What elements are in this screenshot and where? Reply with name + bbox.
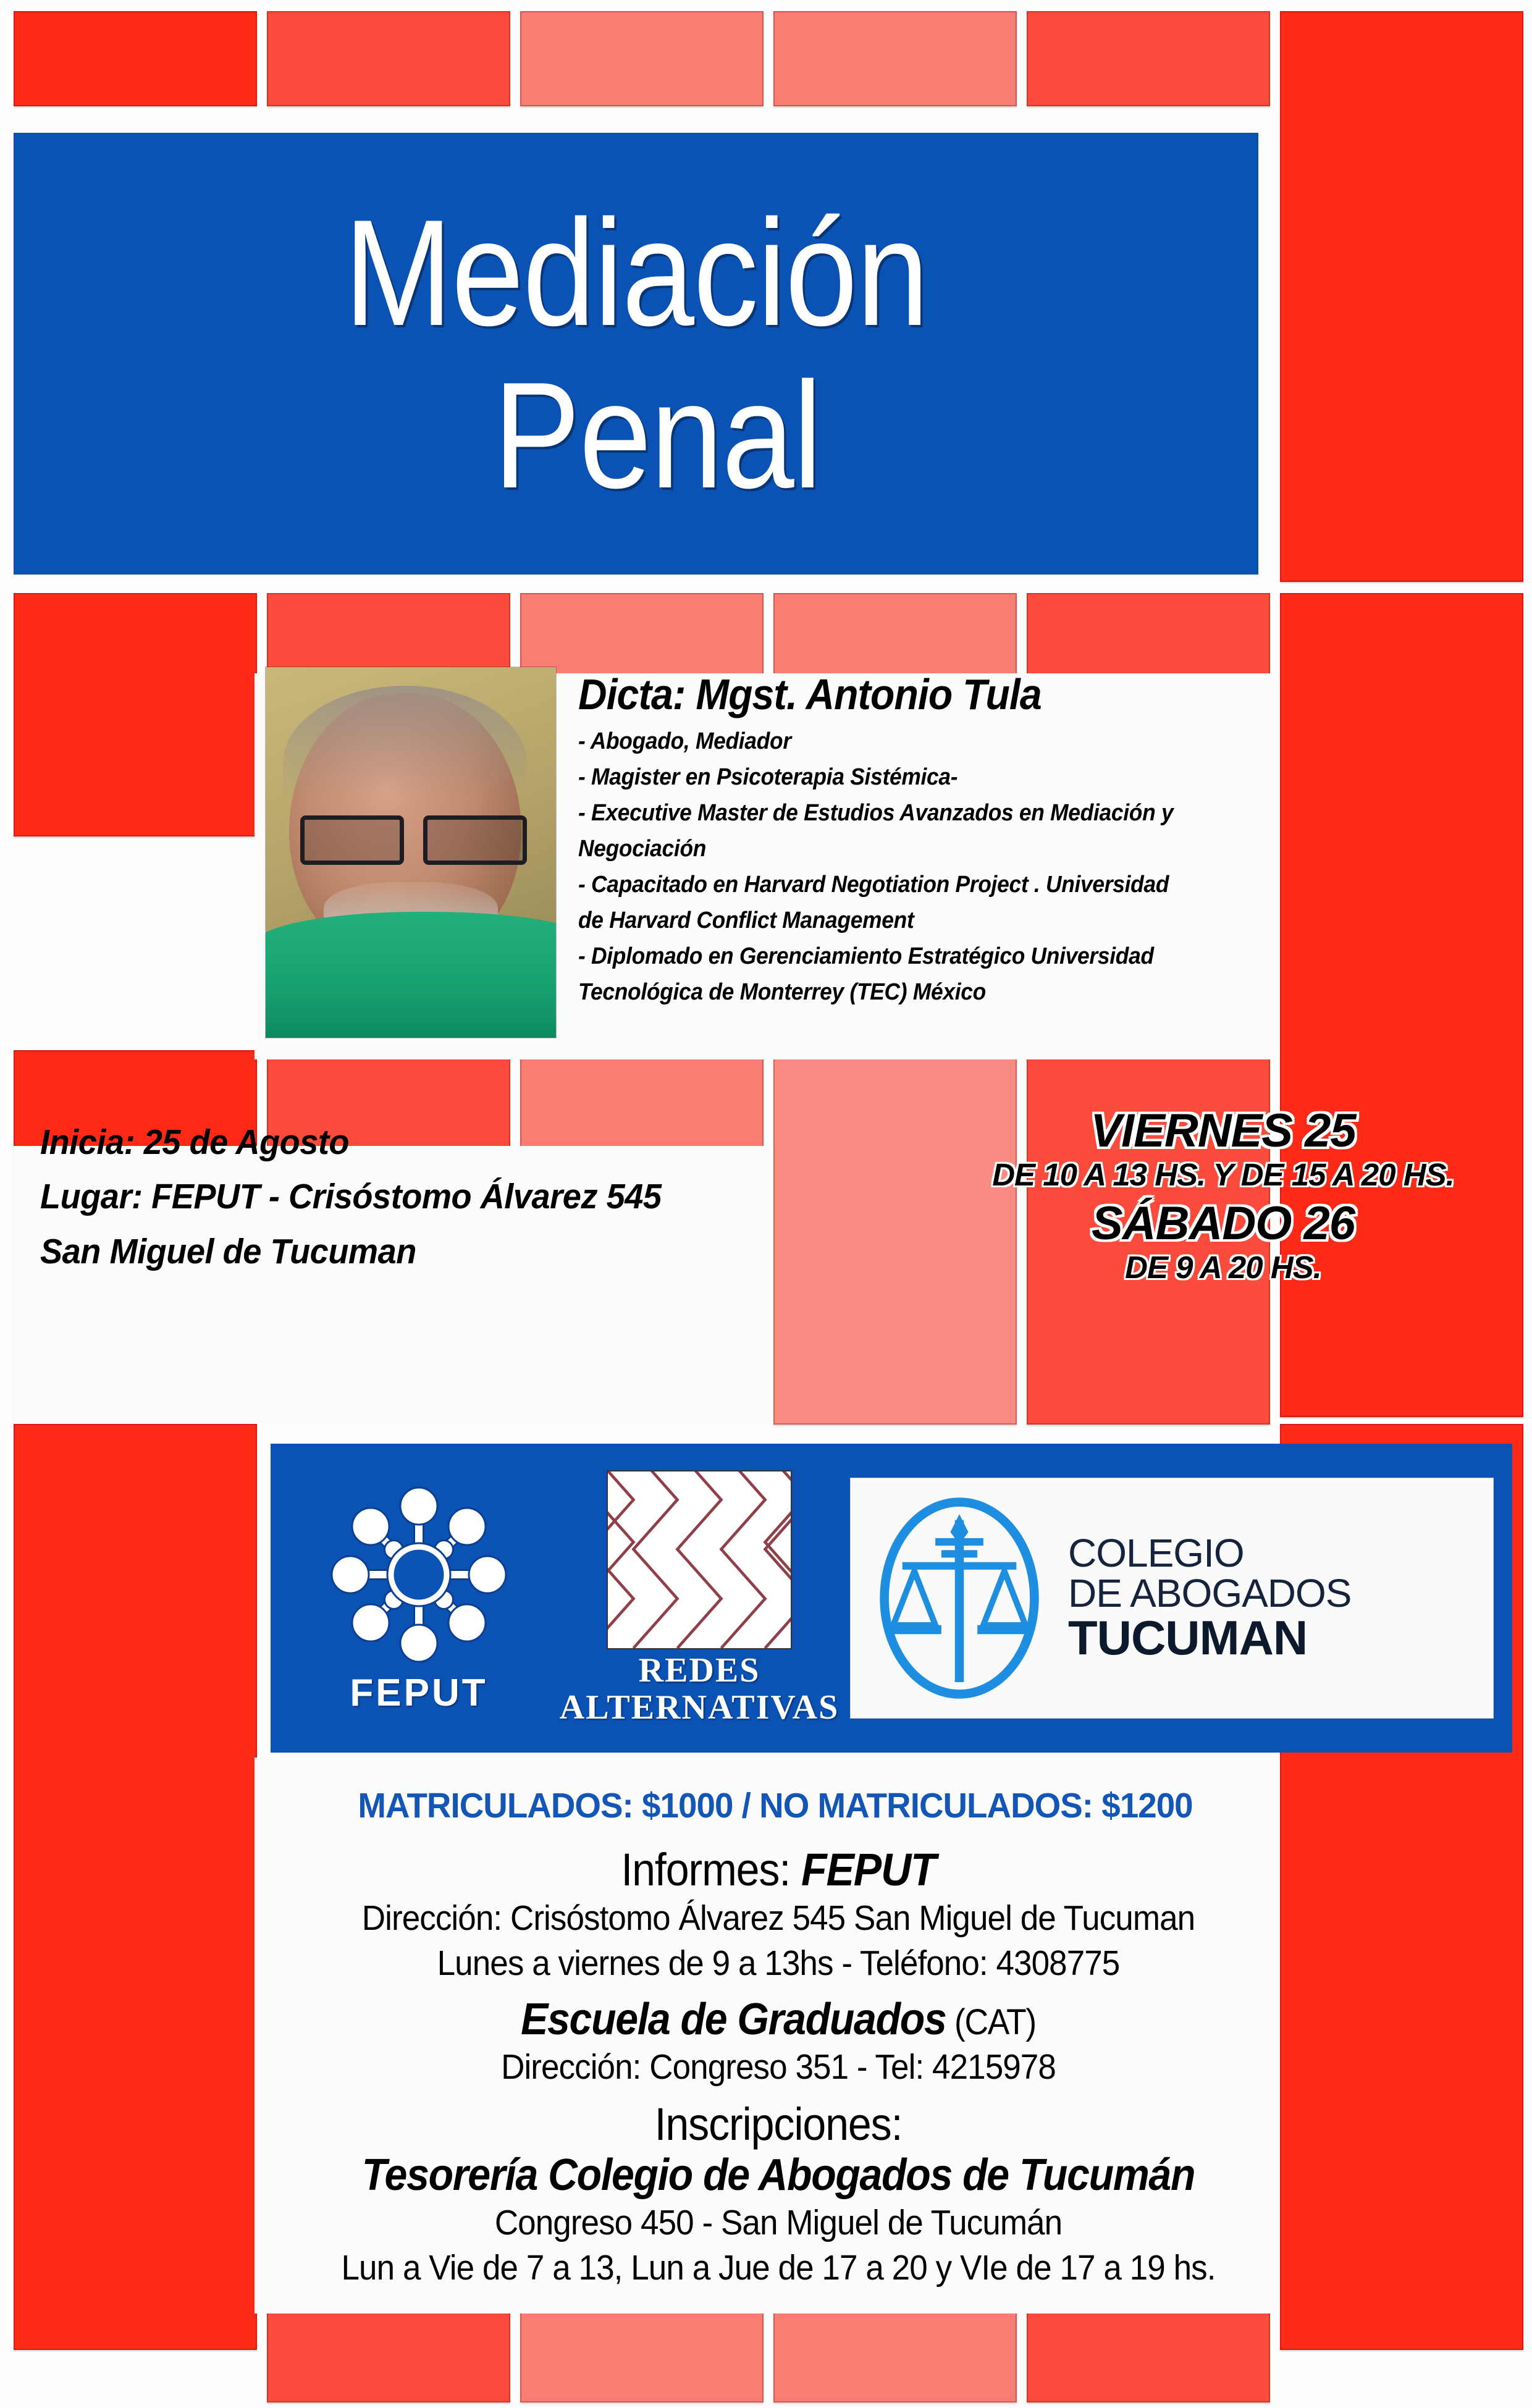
- colegio-logo-line-3: TUCUMAN: [1068, 1610, 1308, 1665]
- treasury-hours: Lun a Vie de 7 a 13, Lun a Jue de 17 a 20 y VIe de 17 a 19 hs.: [341, 2247, 1216, 2288]
- deco-block-left-column: [14, 1424, 257, 2350]
- eyeglasses-icon: [300, 815, 527, 856]
- deco-block: [267, 2307, 510, 2402]
- redes-logo-line-1: REDES: [638, 1651, 760, 1690]
- feput-logo-text: FEPUT: [350, 1671, 488, 1714]
- informes-heading: [278, 1844, 1278, 1896]
- title-line-1: Mediación: [344, 188, 928, 358]
- credential-item: - Executive Master de Estudios Avanzados en Mediación y: [578, 799, 1174, 826]
- deco-block: [773, 11, 1017, 106]
- informes-address: Dirección: Crisóstomo Álvarez 545 San Miguel de Tucuman: [361, 1898, 1195, 1939]
- event-info-block: [40, 1115, 812, 1279]
- deco-block: [1027, 593, 1270, 676]
- speaker-name-heading: Dicta: Mgst. Antonio Tula: [578, 670, 1042, 718]
- colegio-logo-line-2: DE ABOGADOS: [1068, 1571, 1352, 1616]
- speaker-photo: [266, 667, 556, 1038]
- informes-block: [235, 1844, 1322, 2291]
- schedule-day-1-hours: DE 10 A 13 HS. Y DE 15 A 20 HS.: [992, 1157, 1454, 1193]
- informes-label: Informes:: [621, 1844, 802, 1895]
- informes-hours: Lunes a viernes de 9 a 13hs - Teléfono: 4308775: [437, 1943, 1120, 1984]
- deco-block: [520, 593, 764, 676]
- pricing-line: MATRICULADOS: $1000 / NO MATRICULADOS: $1200: [358, 1786, 1193, 1825]
- treasury-address: Congreso 450 - San Miguel de Tucumán: [494, 2202, 1063, 2242]
- credential-item: - Diplomado en Gerenciamiento Estratégico Universidad: [578, 943, 1154, 969]
- school-name: Escuela de Graduados: [521, 1995, 946, 2045]
- deco-block: [14, 11, 257, 106]
- deco-block: [267, 11, 510, 106]
- informes-org: FEPUT: [801, 1844, 936, 1895]
- speaker-section: [266, 667, 1266, 1038]
- deco-block: [520, 2307, 764, 2402]
- spacer: [235, 2090, 1322, 2099]
- scales-of-justice-icon: [867, 1493, 1052, 1703]
- spacer: [235, 1986, 1322, 1995]
- redes-logo-line-2: ALTERNATIVAS: [559, 1688, 840, 1727]
- deco-block: [520, 11, 764, 106]
- deco-block: [773, 593, 1017, 676]
- credential-item: - Capacitado en Harvard Negotiation Project . Universidad: [578, 871, 1169, 898]
- inscriptions-heading: Inscripciones:: [654, 2098, 903, 2150]
- molecule-network-icon: [326, 1482, 511, 1667]
- event-city: San Miguel de Tucuman: [40, 1231, 416, 1271]
- credential-item: Negociación: [578, 835, 707, 862]
- credential-item: - Magister en Psicoterapia Sistémica-: [578, 764, 958, 790]
- redes-alternativas-logo: [559, 1470, 840, 1727]
- event-start-date: Inicia: 25 de Agosto: [40, 1122, 350, 1162]
- deco-block-right-column: [1280, 11, 1523, 582]
- schedule-day-1: VIERNES 25: [1090, 1105, 1356, 1157]
- school-acronym: (CAT): [946, 2002, 1036, 2043]
- schedule-day-2-hours: DE 9 A 20 HS.: [1125, 1250, 1321, 1286]
- treasury-name: Tesorería Colegio de Abogados de Tucumán: [361, 2150, 1195, 2200]
- poster-title-banner: [14, 133, 1258, 575]
- deco-block-right-column: [1280, 593, 1523, 1417]
- deco-block: [14, 593, 257, 836]
- deco-block: [1027, 11, 1270, 106]
- schedule-block: [927, 1106, 1520, 1292]
- credential-item: Tecnológica de Monterrey (TEC) México: [578, 979, 986, 1005]
- deco-block: [267, 593, 510, 676]
- credential-item: - Abogado, Mediador: [578, 728, 791, 754]
- school-address: Dirección: Congreso 351 - Tel: 4215978: [501, 2047, 1056, 2087]
- deco-block: [1027, 2307, 1270, 2402]
- speaker-bio: [578, 667, 1266, 1038]
- event-venue: Lugar: FEPUT - Crisóstomo Álvarez 545: [40, 1177, 662, 1217]
- school-heading: [278, 1995, 1278, 2045]
- photo-shirt-shape: [266, 912, 556, 1038]
- title-line-2: Penal: [493, 350, 822, 520]
- feput-logo: [289, 1465, 549, 1731]
- schedule-day-2: SÁBADO 26: [1092, 1197, 1355, 1250]
- credential-item: de Harvard Conflict Management: [578, 907, 914, 933]
- sponsor-logos-band: [271, 1444, 1512, 1753]
- colegio-logo-line-1: COLEGIO: [1068, 1530, 1244, 1575]
- colegio-abogados-logo: [850, 1478, 1494, 1719]
- photo-hair-shape: [283, 686, 527, 797]
- deco-block: [773, 2307, 1017, 2402]
- crosshatch-net-icon: [607, 1470, 792, 1649]
